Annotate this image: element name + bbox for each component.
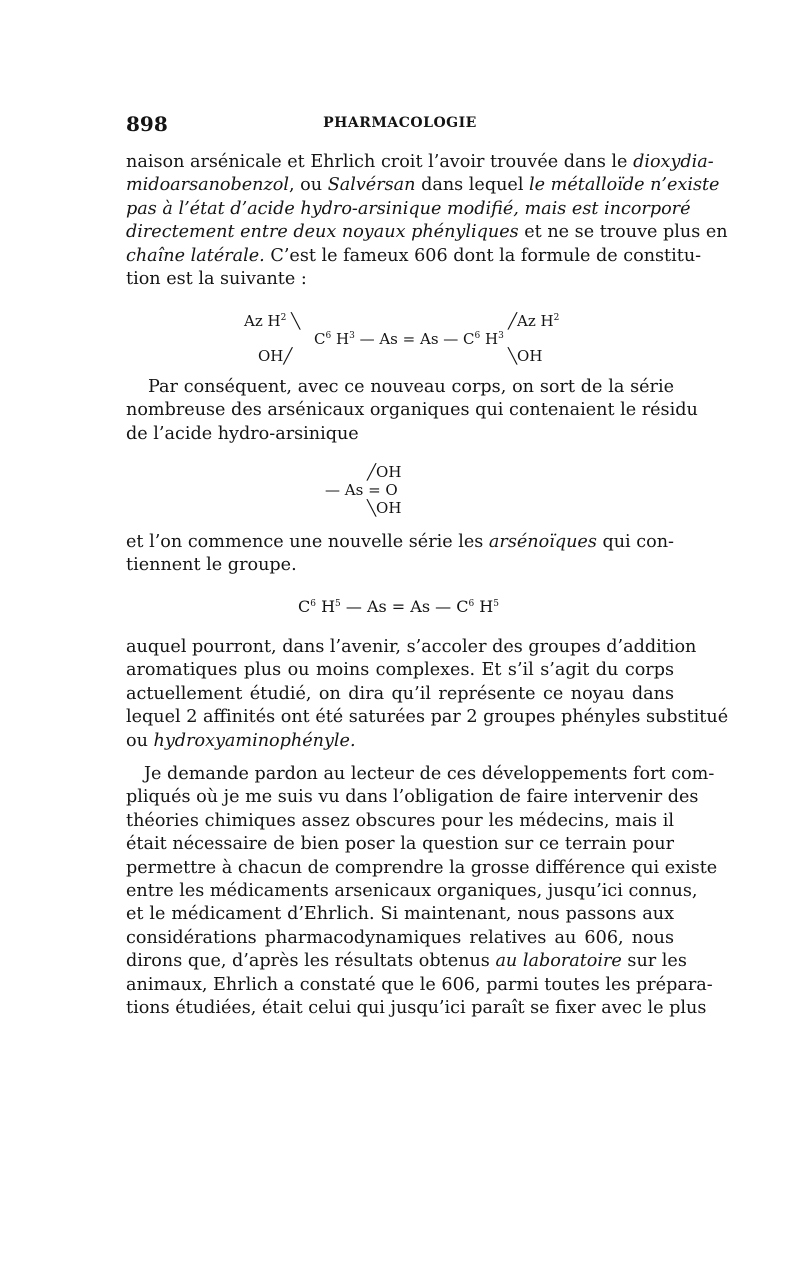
text-span: actuellement étudié, on dira qu’il représente ce noyau dans bbox=[126, 683, 674, 704]
text-span: naison arsénicale et Ehrlich croit l’avoir trouvée dans le bbox=[126, 152, 634, 172]
text-line bbox=[126, 268, 674, 291]
text-span: Je demande pardon au lecteur de ces développements fort com- bbox=[144, 764, 715, 784]
text-span: et le médicament d’Ehrlich. Si maintenant, nous passons aux bbox=[126, 904, 674, 925]
text-line bbox=[126, 399, 698, 422]
text-line bbox=[126, 554, 674, 577]
formula-hydro-arsinique bbox=[325, 463, 485, 519]
text-line bbox=[126, 810, 674, 833]
italic-term: chaîne latérale. bbox=[126, 245, 265, 266]
text-line bbox=[126, 151, 714, 174]
text-span: C’est le fameux 606 dont la formule de constitu- bbox=[264, 245, 702, 266]
formula-arsenoique bbox=[298, 598, 558, 620]
text-line bbox=[126, 857, 718, 880]
text-line bbox=[126, 730, 674, 753]
text-span: considérations pharmacodynamiques relatives au 606, nous bbox=[126, 927, 674, 948]
formula-group: $C^6$ $H^5$ — As = As — $C^6$ $H^5$ bbox=[298, 597, 499, 616]
text-span: qui con- bbox=[596, 532, 674, 552]
formula-bottom: ╲OH bbox=[367, 499, 402, 517]
text-line bbox=[126, 198, 691, 221]
text-span: et l’on commence une nouvelle série les bbox=[126, 532, 489, 552]
text-line bbox=[126, 903, 674, 926]
formula-core: $C^6$ $H^3$ — As = As — $C^6$ $H^3$ bbox=[314, 330, 504, 348]
text-line bbox=[126, 245, 702, 268]
text-line bbox=[126, 880, 698, 903]
text-span: , ou bbox=[289, 175, 328, 196]
italic-term: pas à l’état d’acide hydro-arsinique modifié, mais est incorporé bbox=[126, 198, 691, 219]
text-span: ou bbox=[126, 730, 154, 751]
italic-term: Salvérsan bbox=[327, 175, 416, 196]
text-line bbox=[126, 974, 713, 997]
text-span: de l’acide hydro-arsinique bbox=[126, 423, 359, 444]
italic-term: midoarsanobenzol bbox=[126, 175, 289, 196]
text-span: théories chimiques assez obscures pour les médecins, mais il bbox=[126, 810, 674, 831]
text-line bbox=[126, 950, 687, 973]
text-span: sur les bbox=[621, 951, 687, 972]
formula-middle: — As = O bbox=[325, 481, 398, 499]
text-span: dirons que, d’après les résultats obtenus bbox=[126, 951, 496, 972]
text-line bbox=[126, 763, 715, 786]
text-span: tion est la suivante : bbox=[126, 269, 307, 290]
formula-right-bottom: ╲OH bbox=[508, 347, 543, 365]
paragraph-5 bbox=[126, 763, 718, 1020]
page-header bbox=[126, 112, 674, 136]
text-line bbox=[126, 927, 674, 950]
text-span: nombreuse des arsénicaux organiques qui contenaient le résidu bbox=[126, 400, 698, 421]
text-span: auquel pourront, dans l’avenir, s’accoler des groupes d’addition bbox=[126, 637, 697, 657]
text-line bbox=[126, 833, 674, 856]
running-title: PHARMACOLOGIE bbox=[323, 115, 477, 131]
italic-term: le métalloïde n’existe bbox=[529, 175, 720, 196]
text-span: lequel 2 affinités ont été saturées par 2 groupes phényles substitué bbox=[126, 707, 729, 728]
paragraph-2 bbox=[126, 376, 698, 446]
italic-term: directement entre deux noyaux phényliques bbox=[126, 222, 519, 243]
paragraph-1 bbox=[126, 151, 728, 291]
formula-top: ╱OH bbox=[367, 463, 402, 481]
text-span: tiennent le groupe. bbox=[126, 555, 297, 576]
text-span: animaux, Ehrlich a constaté que le 606, parmi toutes les prépara- bbox=[126, 974, 713, 995]
text-span: était nécessaire de bien poser la question sur ce terrain pour bbox=[126, 834, 674, 855]
text-span: permettre à chacun de comprendre la grosse différence qui existe bbox=[126, 857, 718, 878]
text-line bbox=[126, 636, 697, 659]
italic-term: dioxydia- bbox=[633, 152, 714, 172]
text-line bbox=[126, 786, 699, 809]
page-number: 898 bbox=[126, 112, 168, 136]
text-line bbox=[126, 531, 674, 554]
text-line bbox=[126, 221, 728, 244]
italic-term: hydroxyaminophényle. bbox=[153, 730, 356, 751]
text-line bbox=[126, 706, 729, 729]
text-line bbox=[126, 659, 674, 682]
formula-606 bbox=[240, 312, 580, 366]
italic-term: au laboratoire bbox=[495, 951, 622, 972]
formula-left-top: Az $H^2$ ╲ bbox=[244, 312, 301, 330]
text-line bbox=[126, 997, 707, 1020]
text-span: et ne se trouve plus en bbox=[518, 222, 728, 243]
text-line bbox=[126, 423, 674, 446]
text-line bbox=[126, 376, 674, 399]
italic-term: arsénoïques bbox=[488, 532, 597, 552]
text-span: Par conséquent, avec ce nouveau corps, on sort de la série bbox=[148, 377, 674, 397]
text-span: pliqués où je me suis vu dans l’obligation de faire intervenir des bbox=[126, 787, 699, 808]
text-span: aromatiques plus ou moins complexes. Et s’il s’agit du corps bbox=[126, 660, 674, 681]
text-line bbox=[126, 174, 720, 197]
formula-right-top: ╱Az $H^2$ bbox=[508, 312, 560, 330]
paragraph-3 bbox=[126, 531, 674, 578]
formula-left-bottom: OH╱ bbox=[258, 347, 293, 365]
paragraph-4 bbox=[126, 636, 729, 753]
text-line bbox=[126, 683, 674, 706]
text-span: tions étudiées, était celui qui jusqu’ici paraît se fixer avec le plus bbox=[126, 998, 707, 1019]
text-span: dans lequel bbox=[415, 175, 530, 196]
text-span: entre les médicaments arsenicaux organiques, jusqu’ici connus, bbox=[126, 881, 698, 902]
